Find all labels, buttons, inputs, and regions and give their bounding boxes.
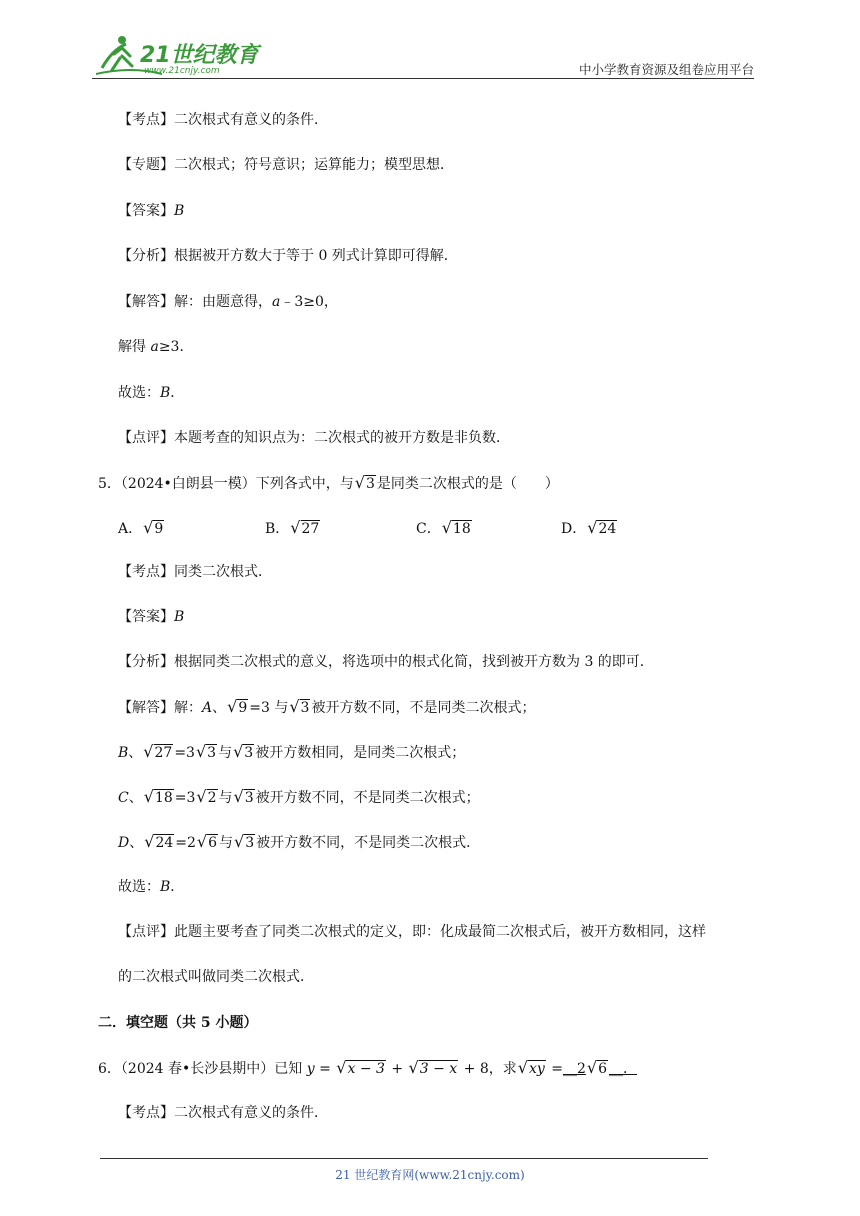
period: ．	[170, 385, 185, 401]
option-letter: A	[202, 700, 213, 716]
q5-analysis-text: 【分析】根据同类二次根式的意义，将选项中的根式化简，找到被开方数为 3 的即可．	[118, 654, 654, 670]
equals-text: =2	[175, 835, 196, 851]
solution-label: 【解答】解：由题意得，	[118, 294, 272, 310]
plus-sign: +	[386, 1061, 408, 1077]
q5-review-text: 【点评】此题主要考查了同类二次根式的定义，即：化成最简二次根式后，被开方数相同，这样	[118, 924, 706, 940]
option-d	[561, 518, 618, 539]
blank-pre: __2	[562, 1061, 586, 1077]
solution-label: 【解答】解：	[118, 700, 202, 716]
option-b-label: B．	[265, 521, 290, 537]
sqrt-expression: √9	[227, 697, 248, 716]
option-c	[416, 518, 473, 539]
and-text: 与	[218, 790, 233, 806]
option-a	[118, 518, 165, 539]
kaodian-text: 【考点】二次根式有意义的条件．	[118, 112, 328, 128]
option-b	[265, 518, 321, 539]
sqrt-expression: √3	[233, 787, 254, 806]
q5-solution-c	[118, 787, 480, 808]
choose-value: B	[160, 879, 171, 895]
sqrt-expression: √3	[233, 742, 254, 761]
radicand: 9	[238, 700, 248, 716]
radicand: 3 − x	[419, 1061, 458, 1077]
footer-divider	[100, 1158, 708, 1159]
q5-kaodian	[118, 562, 272, 582]
analysis-line	[118, 246, 458, 266]
option-a-label: A．	[118, 521, 143, 537]
logo-text: 21世纪教育	[140, 43, 259, 68]
sqrt-expression: √3	[195, 742, 217, 761]
answer-label: 【答案】	[118, 609, 174, 625]
sqrt-expression: √6	[586, 1058, 607, 1077]
radicand: 2	[207, 790, 217, 806]
sqrt-expression: √27	[143, 742, 173, 761]
zhuanti-line	[118, 155, 454, 175]
sqrt-expression: √xy	[517, 1058, 545, 1077]
radicand: 9	[154, 521, 164, 537]
solve-label: 解得	[118, 339, 151, 355]
header-platform-text: 中小学教育资源及组卷应用平台	[578, 62, 754, 77]
q5-analysis	[118, 652, 654, 672]
radicand: 6	[208, 835, 218, 851]
answer-label: 【答案】	[118, 203, 174, 219]
q5-review-text-cont: 的二次根式叫做同类二次根式．	[118, 969, 314, 985]
conclusion-text: 被开方数相同，是同类二次根式；	[255, 745, 466, 761]
and-text: 与	[218, 745, 233, 761]
option-c-label: C．	[416, 521, 441, 537]
question-6-text: 6．（2024 春•长沙县期中）已知	[98, 1061, 307, 1077]
site-logo	[92, 30, 260, 80]
radicand: 3	[366, 476, 375, 492]
sqrt-expression: √27	[290, 518, 320, 537]
sqrt-expression: √9	[143, 518, 164, 537]
logo-url: www.21cnjy.com	[144, 66, 220, 76]
solve-line	[118, 337, 193, 357]
footer-link[interactable]: 21 世纪教育网(www.21cnjy.com)	[335, 1168, 525, 1182]
radicand: 3	[300, 700, 310, 716]
and-text: 与	[219, 835, 234, 851]
q6-kaodian	[118, 1103, 328, 1123]
q6-kaodian-text: 【考点】二次根式有意义的条件．	[118, 1105, 328, 1121]
radicand: 3	[207, 745, 217, 761]
equals-sign: =	[546, 1061, 563, 1077]
separator: 、	[129, 835, 144, 851]
section-heading	[98, 1013, 258, 1033]
option-letter: D	[118, 835, 130, 851]
conclusion-text: 被开方数不同，不是同类二次根式；	[255, 790, 480, 806]
var-y: y	[306, 1061, 315, 1077]
sqrt-expression: √x − 3	[336, 1058, 385, 1077]
equals-text: =3	[174, 790, 196, 806]
choose-value: B	[160, 385, 171, 401]
equals-sign: =	[314, 1061, 336, 1077]
kaodian-line	[118, 110, 328, 130]
choose-label: 故选：	[118, 879, 160, 895]
header-divider	[92, 78, 754, 79]
sqrt-expression: √18	[143, 787, 173, 806]
question-6-mid: + 8，求	[459, 1061, 517, 1077]
answer-value: B	[174, 609, 185, 625]
radicand: 6	[598, 1061, 607, 1077]
equals-text: =3 与	[249, 700, 289, 716]
sqrt-expression: √18	[441, 518, 471, 537]
separator: 、	[128, 745, 143, 761]
question-5-tail: 是同类二次根式的是（ ）	[376, 476, 559, 492]
question-5-text: 5．（2024•白朗县一模）下列各式中，与	[98, 476, 354, 492]
q5-kaodian-text: 【考点】同类二次根式．	[118, 564, 272, 580]
q5-answer	[118, 607, 184, 627]
var-a: a	[150, 339, 159, 355]
radicand: x − 3	[347, 1061, 385, 1077]
conclusion-text: 被开方数不同，不是同类二次根式．	[256, 835, 481, 851]
radicand: 3	[245, 835, 255, 851]
sqrt-expression: √6	[196, 832, 218, 851]
option-letter: C	[118, 790, 129, 806]
blank-post: __．	[608, 1061, 637, 1077]
choose-label: 故选：	[118, 385, 160, 401]
review-text: 【点评】本题考查的知识点为：二次根式的被开方数是非负数．	[118, 430, 510, 446]
question-6	[98, 1058, 637, 1079]
review-line	[118, 428, 510, 448]
q5-solution-b	[118, 742, 465, 763]
equals-text: =3	[174, 745, 195, 761]
radicand: 24	[155, 835, 174, 851]
solution-line	[118, 292, 338, 312]
conclusion-text: 被开方数不同，不是同类二次根式；	[311, 700, 536, 716]
sqrt-expression: √2	[196, 787, 217, 806]
answer-blank	[562, 1058, 637, 1077]
zhuanti-text: 【专题】二次根式；符号意识；运算能力；模型思想．	[118, 157, 454, 173]
option-letter: B	[118, 745, 129, 761]
sqrt-expression: √24	[587, 518, 617, 537]
var-a: a	[272, 294, 281, 310]
sqrt-expression: √3 − x	[408, 1058, 458, 1077]
radicand: 18	[452, 521, 471, 537]
sqrt-expression: √3	[289, 697, 310, 716]
radicand: xy	[528, 1061, 545, 1077]
q5-solution-d	[118, 832, 480, 853]
radicand: 3	[244, 790, 254, 806]
period: ．	[170, 879, 185, 895]
question-5	[98, 473, 559, 494]
separator: 、	[128, 790, 143, 806]
separator: 、	[212, 700, 227, 716]
inequality-text: ﹣3≥0，	[280, 294, 338, 310]
option-d-label: D．	[561, 521, 587, 537]
choose-line	[118, 383, 184, 403]
radicand: 27	[301, 521, 320, 537]
answer-value: B	[174, 203, 185, 219]
q5-choose	[118, 877, 184, 897]
radicand: 18	[154, 790, 173, 806]
radicand: 27	[154, 745, 173, 761]
analysis-text: 【分析】根据被开方数大于等于 0 列式计算即可得解．	[118, 248, 458, 264]
radicand: 24	[598, 521, 617, 537]
solve-result: ≥3．	[158, 339, 194, 355]
q5-solution-a	[118, 697, 535, 718]
radicand: 3	[244, 745, 254, 761]
sqrt-expression: √3	[234, 832, 255, 851]
answer-line	[118, 201, 184, 221]
section-title: 二．填空题（共 5 小题）	[98, 1015, 258, 1031]
sqrt-expression: √3	[354, 473, 375, 492]
q5-review-2	[118, 967, 314, 987]
sqrt-expression: √24	[144, 832, 174, 851]
q5-review-1	[118, 922, 706, 942]
